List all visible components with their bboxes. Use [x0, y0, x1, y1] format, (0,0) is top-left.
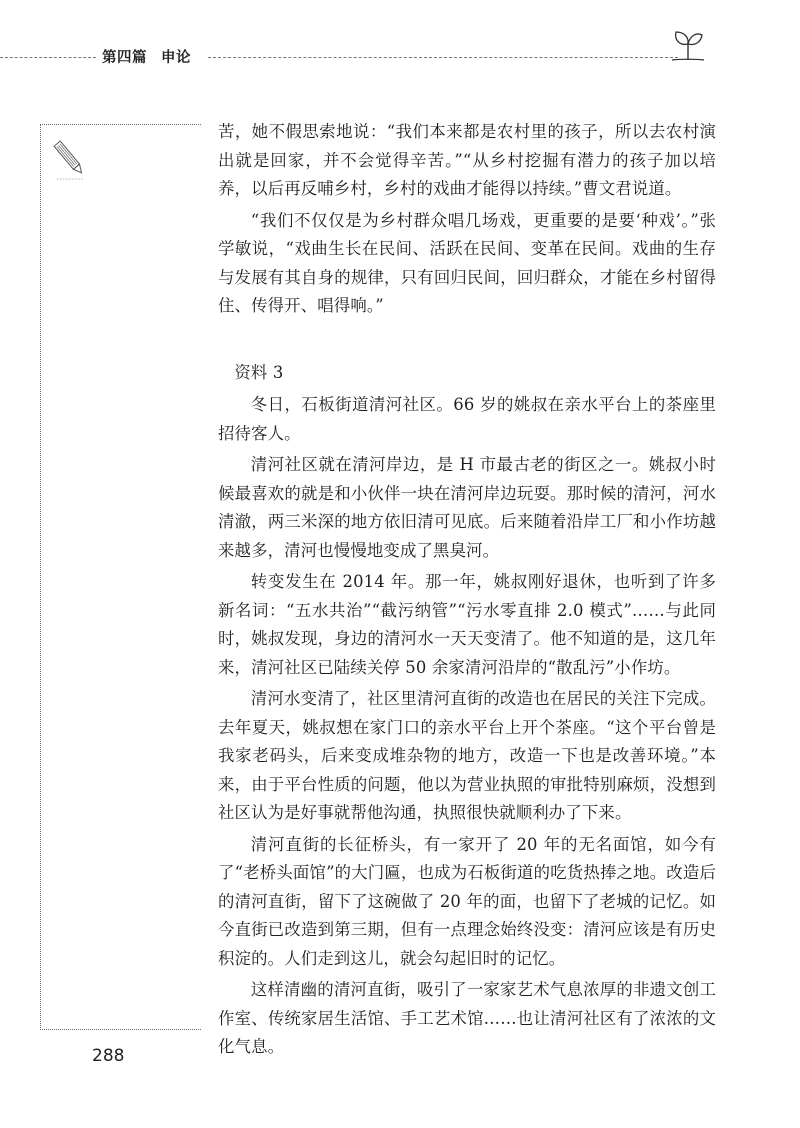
body-paragraph: 冬日，石板街道清河社区。66 岁的姚叔在亲水平台上的茶座里招待客人。	[218, 395, 716, 443]
margin-notes-box	[40, 124, 201, 1030]
body-paragraph: 清河直街的长征桥头，有一家开了 20 年的无名面馆，如今有了“老桥头面馆”的大门匾，也成为石板街道的吃货热捧之地。改造后的清河直街，留下了这碗做了 20 年的面，也留下了老城的记忆。如今直街已改造到第三期，但有一点理念始终没变：清河应该是有历史积淀的。人们走到这儿，就会勾起旧时的记忆。	[218, 834, 716, 968]
body-paragraph: 这样清幽的清河直街，吸引了一家家艺术气息浓厚的非遗文创工作室、传统家居生活馆、手工艺术馆……也让清河社区有了浓浓的文化气息。	[218, 980, 716, 1056]
page-number: 288	[92, 1046, 125, 1066]
running-title	[102, 46, 191, 67]
body-paragraph: “我们不仅仅是为乡村群众唱几场戏，更重要的是要‘种戏’。”张学敏说，“戏曲生长在民间、活跃在民间、变革在民间。戏曲的生存与发展有其自身的规律，只有回归民间，回归群众，才能在乡村留得住、传得开、唱得响。”	[218, 210, 716, 315]
section-heading: 资料 3	[234, 362, 284, 382]
main-text	[218, 118, 716, 1062]
part-label: 第四篇	[102, 50, 147, 66]
body-paragraph: 转变发生在 2014 年。那一年，姚叔刚好退休，也听到了许多新名词：“五水共治”“截污纳管”“污水零直排 2.0 模式”……与此同时，姚叔发现，身边的清河水一天天变清了。他不知道的是，这几年来，清河社区已陆续关停 50 余家清河沿岸的“散乱污”小作坊。	[218, 572, 716, 677]
section-label: 申论	[161, 50, 191, 66]
body-paragraph: 苦，她不假思索地说：“我们本来都是农村里的孩子，所以去农村演出就是回家，并不会觉得辛苦。”“从乡村挖掘有潜力的孩子加以培养，以后再反哺乡村，乡村的戏曲才能得以持续。”曹文君说道。	[218, 122, 716, 198]
body-paragraph: 清河社区就在清河岸边，是 H 市最古老的街区之一。姚叔小时候最喜欢的就是和小伙伴一块在清河岸边玩耍。那时候的清河，河水清澈，两三米深的地方依旧清可见底。后来随着沿岸工厂和小作坊越来越多，清河也慢慢地变成了黑臭河。	[218, 455, 716, 560]
header-rule-right	[208, 57, 678, 58]
sprout-icon	[670, 28, 706, 62]
body-paragraph: 清河水变清了，社区里清河直街的改造也在居民的关注下完成。去年夏天，姚叔想在家门口的亲水平台上开个茶座。“这个平台曾是我家老码头，后来变成堆杂物的地方，改造一下也是改善环境。”本来，由于平台性质的问题，他以为营业执照的审批特别麻烦，没想到社区认为是好事就帮他沟通，执照很快就顺利办了下来。	[218, 689, 716, 822]
header-rule-left	[0, 57, 96, 58]
pen-icon	[53, 137, 87, 181]
page-header	[0, 40, 800, 80]
